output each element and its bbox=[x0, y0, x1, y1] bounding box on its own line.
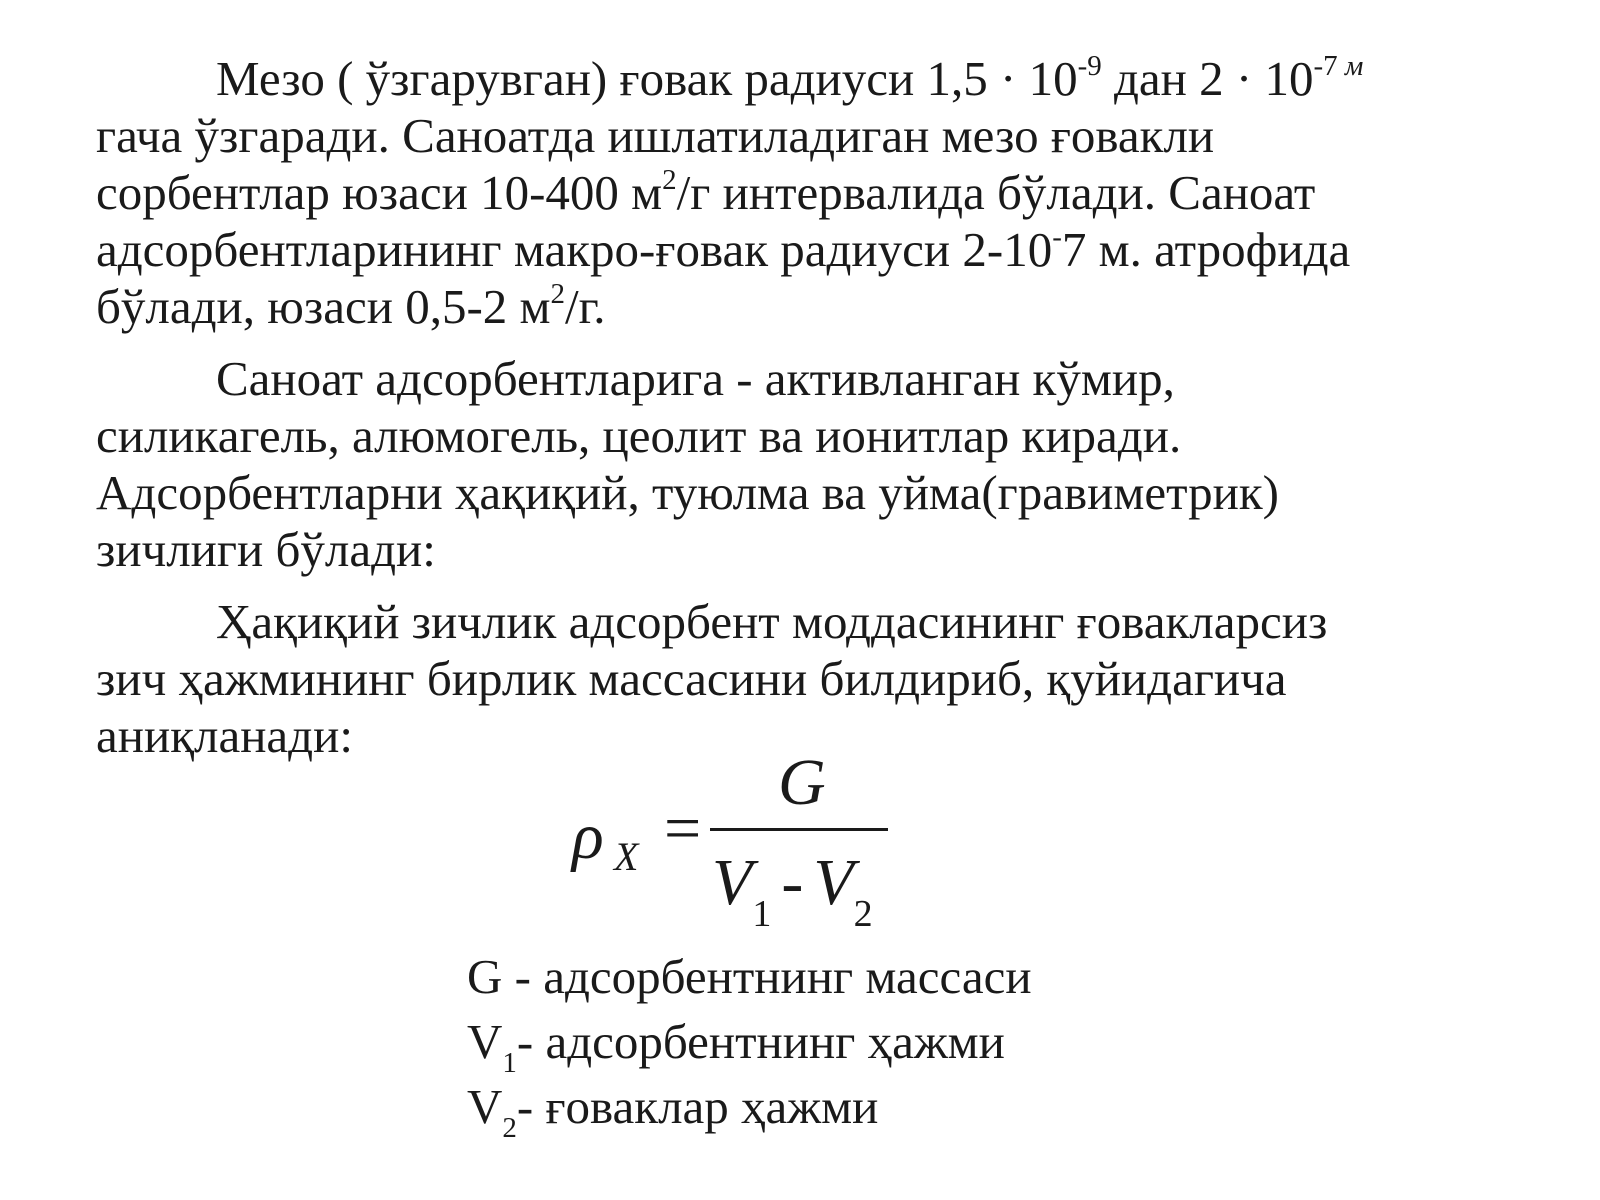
formula-v2-subscript: 2 bbox=[853, 893, 873, 935]
legend-text: - ғоваклар ҳажми bbox=[516, 1079, 879, 1134]
text-segment: адсорбентларининг макро-ғовак радиуси 2-10 bbox=[96, 222, 1053, 277]
legend-symbol: G bbox=[467, 949, 503, 1004]
text-line bbox=[96, 221, 1516, 278]
text-segment: Мезо ( ўзгарувган) ғовак радиуси 1,5 · 10 bbox=[216, 51, 1078, 106]
text-line: гача ўзгаради. Саноатда ишлатиладиган мезо ғовакли bbox=[96, 108, 1215, 163]
formula-legend bbox=[467, 944, 1032, 1144]
text-line bbox=[96, 278, 1516, 335]
formula-numerator: G bbox=[778, 746, 826, 819]
text-line: Ҳақиқий зичлик адсорбент моддасининг ғовакларсиз bbox=[216, 594, 1328, 649]
legend-text: - адсорбентнинг массаси bbox=[502, 949, 1032, 1004]
superscript: 2 bbox=[662, 164, 677, 196]
text-line: зичлиги бўлади: bbox=[96, 522, 436, 577]
legend-item-g bbox=[467, 944, 1032, 1009]
text-line: аниқланади: bbox=[96, 708, 353, 763]
legend-subscript: 1 bbox=[502, 1047, 517, 1079]
legend-subscript: 2 bbox=[502, 1112, 517, 1144]
text-line: Адсорбентларни ҳақиқий, туюлма ва уйма(гравиметрик) bbox=[96, 465, 1279, 520]
text-line bbox=[96, 164, 1516, 221]
text-line: Саноат адсорбентларига - активланган кўмир, bbox=[216, 351, 1175, 406]
formula-v2: V bbox=[813, 846, 854, 919]
text-segment: /г интервалида бўлади. Саноат bbox=[676, 165, 1316, 220]
density-formula bbox=[572, 745, 912, 945]
formula-v1: V bbox=[712, 846, 753, 919]
text-segment: 7 м. атрофида bbox=[1061, 222, 1351, 277]
text-line bbox=[96, 50, 1516, 107]
superscript: 2 bbox=[550, 278, 566, 310]
paragraph-true-density bbox=[96, 593, 1516, 764]
formula-v1-subscript: 1 bbox=[752, 893, 772, 935]
legend-symbol: V bbox=[467, 1079, 503, 1134]
fraction-bar bbox=[710, 828, 888, 831]
document-body bbox=[96, 50, 1516, 779]
legend-text: - адсорбентнинг ҳажми bbox=[516, 1014, 1005, 1069]
text-segment: дан 2 · 10 bbox=[1101, 51, 1314, 106]
legend-item-v2 bbox=[467, 1074, 1032, 1144]
text-line: зич ҳажмининг бирлик массасини билдириб, қуйидагича bbox=[96, 651, 1287, 706]
formula-rho: ρ bbox=[572, 800, 604, 873]
superscript: -7 bbox=[1313, 50, 1338, 82]
formula-minus: - bbox=[781, 846, 804, 919]
superscript: - bbox=[1052, 221, 1062, 253]
legend-symbol: V bbox=[467, 1014, 503, 1069]
paragraph-industrial-adsorbents bbox=[96, 350, 1516, 578]
unit-label: м bbox=[1337, 50, 1364, 82]
text-line: силикагель, алюмогель, цеолит ва ионитлар киради. bbox=[96, 408, 1182, 463]
paragraph-meso-pores bbox=[96, 50, 1516, 335]
legend-item-v1 bbox=[467, 1009, 1032, 1079]
text-segment: /г. bbox=[565, 279, 606, 334]
formula-equals: = bbox=[664, 792, 702, 865]
superscript: -9 bbox=[1077, 50, 1102, 82]
formula-denominator bbox=[712, 845, 873, 935]
text-segment: бўлади, юзаси 0,5-2 м bbox=[96, 279, 551, 334]
formula-rho-subscript: X bbox=[614, 834, 639, 879]
text-segment: сорбентлар юзаси 10-400 м bbox=[96, 165, 663, 220]
